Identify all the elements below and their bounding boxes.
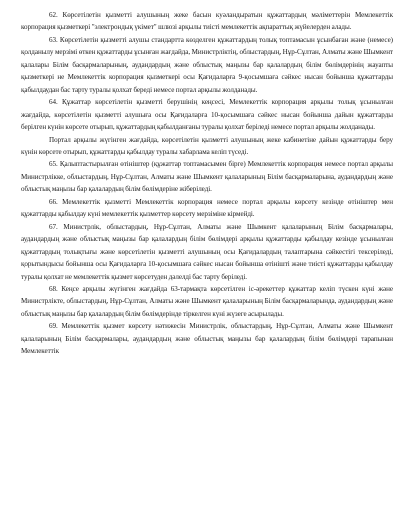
- paragraph-64: 64. Құжаттар көрсетілетін қызметті берушінің кеңсесі, Мемлекеттік корпорация арқылы толық ұсынылған жағдайда, көрсетілетін қызметті алушыға осы Қағидаларға 10-қосымшаға сәйкес нысан бойынша дайын құжаттарды берілген күнін көрсете отырып, құжаттардың қабылданғаны туралы қолхат беріледі немесе портал арқылы жолданады.: [21, 98, 393, 132]
- paragraph-68: 68. Кеңсе арқылы жүгінген жағдайда 63-тармақта көрсетілген іс-әрекеттер құжаттар келіп түскен күні және Министрлікте, облыстардың, Нұр-Сұлтан, Алматы және Шымкент қалаларының Білім басқармаларында, аудандардың және облыстық маңызы бар қалалардың білім бөлімдерінде тіркелген күні жүзеге асырылады.: [21, 284, 393, 318]
- paragraph-67: 67. Министрлік, облыстардың, Нұр-Сұлтан, Алматы және Шымкент қалаларының Білім басқармалары, аудандардың және облыстық маңызы бар қалалардың білім бөлімдері арқылы құжаттарды қабылдау кезінде ұсынылған құжаттардың толықтығы және көрсетілетін қызметті алушының осы Қағидалардың талаптарына сәйкестігі тексеріледі, қорытындысы бойынша осы Қағидаларға 10-қосымшаға сәйкес нысан бойынша өтінішті және тиісті құжаттарды қабылдау туралы қолхат не мемлекеттік қызмет көрсетуден дәлелді бас тарту беріледі.: [21, 222, 393, 281]
- paragraph-63: 63. Көрсетілетін қызметті алушы стандартта көзделген құжаттардың толық топтамасын ұсынбаған және (немесе) қолданылу мерзімі өткен құжаттарды ұсынған жағдайда, Министрліктің, облыстардың, Нұр-Сұлтан, Алматы және Шымкент қалалары Білім басқармаларының, аудандардың және облыстық маңызы бар қалалардың білім бөлімдерінің жауапты қызметкері не Мемлекеттік корпорация қызметкері осы Қағидаларға 9-қосымшаға сәйкес нысан бойынша құжаттарды қабылдаудан бас тарту туралы қолхат береді немесе портал арқылы жолданады.: [21, 35, 393, 94]
- paragraph-69: 69. Мемлекеттік қызмет көрсету нәтижесін Министрлік, облыстардың, Нұр-Сұлтан, Алматы және Шымкент қалаларының Білім басқармалары, аудандардың және облыстық маңызы бар қалалардың білім бөлімдері тарапынан Мемлекеттік: [21, 322, 393, 356]
- paragraph-portal-notice: Портал арқылы жүгінген жағдайда, көрсетілетін қызметті алушының жеке кабинетіне дайын құжаттарды беру күнін көрсете отырып, құжаттарды қабылдау туралы хабарлама келіп түседі.: [21, 135, 393, 156]
- paragraph-65: 65. Қалыптастырылған өтініштер (құжаттар топтамасымен бірге) Мемлекеттік корпорация немесе портал арқылы Министрлікке, облыстардың, Нұр-Сұлтан, Алматы және Шымкент қалаларының Білім басқармаларына, аудандардың және облыстық маңызы бар қалалардың білім бөлімдеріне жіберіледі.: [21, 160, 393, 194]
- paragraph-62: 62. Көрсетілетін қызметті алушының жеке басын куәландыратын құжаттардың мәліметтерін Мемлекеттік корпорация қызметкері "электрондық үкімет" шлюзі арқылы тиісті мемлекеттік ақпараттық жүйелерден алады.: [21, 11, 393, 32]
- paragraph-66: 66. Мемлекеттік қызметті Мемлекеттік корпорация немесе портал арқылы көрсету кезінде өтініштер мен құжаттарды қабылдау күні мемлекеттік қызметтер көрсету мерзіміне кірмейді.: [21, 197, 393, 219]
